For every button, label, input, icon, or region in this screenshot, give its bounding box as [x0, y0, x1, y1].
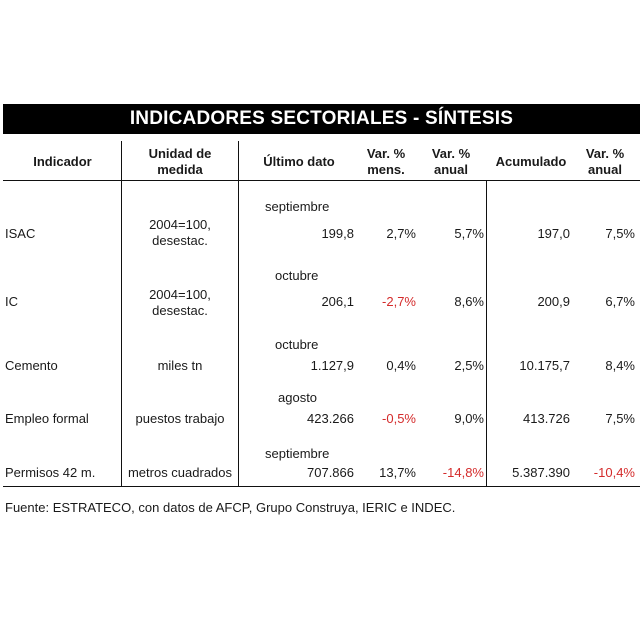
row-unidad-line1: 2004=100, — [149, 287, 211, 302]
column-divider — [486, 180, 487, 486]
row-unidad-line1: 2004=100, — [149, 217, 211, 232]
header-var-acum-line1: Var. % — [585, 146, 625, 161]
row-var-anual: 2,5% — [454, 358, 484, 373]
header-acumulado: Acumulado — [495, 154, 567, 169]
row-var-anual: 5,7% — [454, 226, 484, 241]
row-ultimo: 423.266 — [307, 411, 354, 426]
row-var-acum: 7,5% — [605, 411, 635, 426]
row-var-mens: -2,7% — [382, 294, 416, 309]
row-acumulado: 200,9 — [537, 294, 570, 309]
row-indicador: Permisos 42 m. — [5, 465, 96, 480]
row-ultimo: 707.866 — [307, 465, 354, 480]
header-var-anual-line2: anual — [434, 162, 468, 177]
header-unidad-line1: Unidad de — [148, 146, 212, 161]
row-periodo: agosto — [278, 390, 318, 405]
row-var-anual: 9,0% — [454, 411, 484, 426]
row-var-acum: 6,7% — [605, 294, 635, 309]
row-unidad-line2: desestac. — [152, 303, 208, 318]
row-ultimo: 206,1 — [321, 294, 354, 309]
row-acumulado: 5.387.390 — [512, 465, 570, 480]
row-periodo: septiembre — [265, 446, 330, 461]
row-var-mens: 2,7% — [386, 226, 416, 241]
row-unidad-line1: miles tn — [157, 358, 203, 373]
row-ultimo: 1.127,9 — [310, 358, 354, 373]
row-var-mens: -0,5% — [382, 411, 416, 426]
row-var-mens: 13,7% — [379, 465, 416, 480]
header-var-acum-line2: anual — [588, 162, 622, 177]
row-unidad-line1: metros cuadrados — [127, 465, 233, 480]
header-var-anual-line1: Var. % — [431, 146, 471, 161]
table-title: INDICADORES SECTORIALES - SÍNTESIS — [3, 104, 640, 134]
row-periodo: octubre — [275, 337, 319, 352]
table-bottom-border — [3, 486, 640, 487]
row-acumulado: 197,0 — [537, 226, 570, 241]
row-ultimo: 199,8 — [321, 226, 354, 241]
header-unidad-line2: medida — [157, 162, 203, 177]
row-indicador: IC — [5, 294, 18, 309]
source-note: Fuente: ESTRATECO, con datos de AFCP, Grupo Construya, IERIC e INDEC. — [5, 500, 456, 515]
row-indicador: Cemento — [5, 358, 58, 373]
row-var-acum: 7,5% — [605, 226, 635, 241]
row-var-acum: -10,4% — [593, 465, 635, 480]
column-divider — [121, 141, 122, 486]
row-var-anual: 8,6% — [454, 294, 484, 309]
header-ultimo: Último dato — [263, 154, 335, 169]
row-var-mens: 0,4% — [386, 358, 416, 373]
row-periodo: octubre — [275, 268, 319, 283]
row-indicador: ISAC — [5, 226, 36, 241]
column-divider — [238, 141, 239, 486]
row-indicador: Empleo formal — [5, 411, 89, 426]
row-unidad-line2: desestac. — [152, 233, 208, 248]
row-unidad-line1: puestos trabajo — [135, 411, 225, 426]
header-var-mens-line1: Var. % — [366, 146, 406, 161]
row-var-anual: -14,8% — [442, 465, 484, 480]
row-acumulado: 413.726 — [523, 411, 570, 426]
header-separator — [3, 180, 640, 181]
header-var-mens-line2: mens. — [367, 162, 405, 177]
row-acumulado: 10.175,7 — [519, 358, 570, 373]
row-periodo: septiembre — [265, 199, 330, 214]
row-var-acum: 8,4% — [605, 358, 635, 373]
header-indicador: Indicador — [33, 154, 92, 169]
